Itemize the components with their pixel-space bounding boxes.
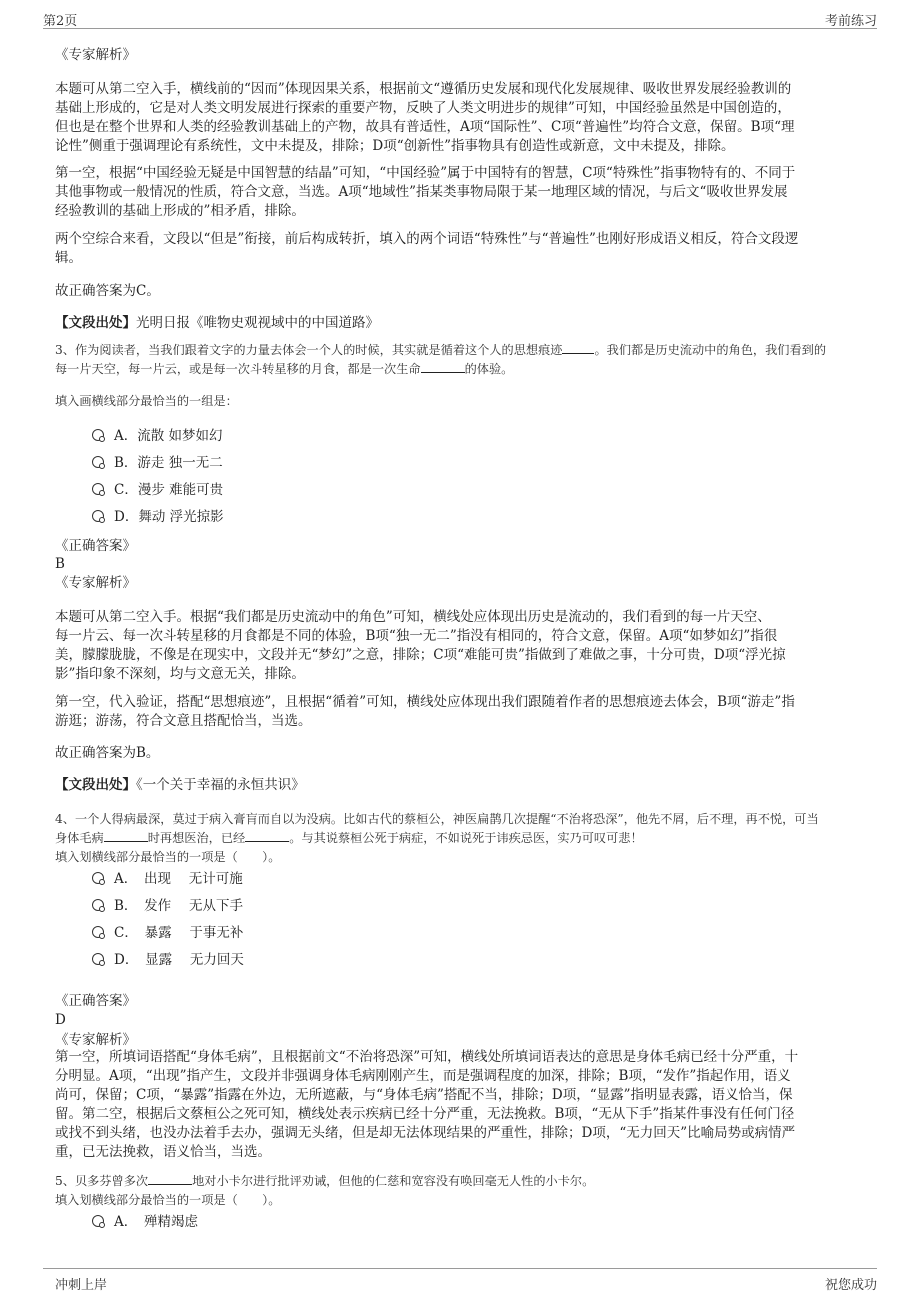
q4-option-d[interactable]: D． 显露 无力回天 <box>92 951 244 970</box>
radio-icon[interactable] <box>92 510 104 522</box>
radio-icon[interactable] <box>92 899 104 911</box>
q2-analysis-label: 《专家解析》 <box>55 47 136 63</box>
q3-conclusion: 故正确答案为B。 <box>55 745 160 761</box>
q5-option-a[interactable]: A． 殚精竭虑 <box>92 1213 198 1232</box>
q2-analysis-p1: 本题可从第二空入手，横线前的“因而”体现因果关系，根据前文“遵循历史发展和现代化发展规律、吸收世界发展经验教训的 基础上形成的，它是对人类文明发展进行探索的重要产物，反映了人类文明进步的规律”可知，中国经验虽然是中国创造的， 但也是在整个世界和人类的经验教训基础上的产物，故具有普适性，A项“国际性”、C项“普遍性”均符合文意，保留。B项“理 论性”侧重于强调理论有系统性，文中未提及，排除；D项“创新性”指事物具有创造性或新意，文中未提及，排除。 <box>55 81 795 154</box>
q4-option-c[interactable]: C． 暴露 于事无补 <box>92 924 243 943</box>
q4-option-a[interactable]: A． 出现 无计可施 <box>92 870 243 889</box>
blank-1 <box>104 829 148 842</box>
q3-option-d[interactable]: D．舞动 浮光掠影 <box>92 508 224 527</box>
blank-1 <box>148 1172 192 1185</box>
q3-prompt: 填入画横线部分最恰当的一组是： <box>55 394 238 408</box>
q3-answer: B <box>55 556 65 572</box>
page-header <box>43 8 877 29</box>
q2-source: 【文段出处】光明日报《唯物史观视域中的中国道路》 <box>55 315 379 331</box>
q3-source: 【文段出处】《一个关于幸福的永恒共识》 <box>55 777 305 793</box>
q5-prompt: 填入划横线部分最恰当的一项是（ ）。 <box>55 1193 281 1207</box>
radio-icon[interactable] <box>92 456 104 468</box>
radio-icon[interactable] <box>92 483 104 495</box>
q4-analysis-p1: 第一空，所填词语搭配“身体毛病”，且根据前文“不治将恐深”可知，横线处所填词语表达的意思是身体毛病已经十分严重，十 分明显。A项，“出现”指产生，文段并非强调身体毛病刚刚产生，而是强调程度的加深，排除；B项，“发作”指起作用，语义 尚可，保留；C项，“暴露”指露在外边，无所遮蔽，与“身体毛病”搭配不当，排除；D项，“显露”指明显表露，语义恰当，保 留。第二空，根据后文蔡桓公之死可知，横线处表示疾病已经十分严重，无法挽救。B项，“无从下手”指某件事没有任何门径 或找不到头绪，也没办法着手去办，强调无头绪，但是却无法体现结果的严重性，排除；D项，“无力回天”比喻局势或病情严 重，已无法挽救，语义恰当，当选。 <box>55 1049 799 1160</box>
footer-left: 冲刺上岸 <box>55 1278 108 1293</box>
q3-analysis-p2: 第一空，代入验证，搭配“思想痕迹”，且根据“循着”可知，横线处应体现出我们跟随着作者的思想痕迹去体会，B项“游走”指 游逛；游荡，符合文意且搭配恰当，当选。 <box>55 694 795 729</box>
q3-option-c[interactable]: C．漫步 难能可贵 <box>92 481 223 500</box>
blank-2 <box>421 360 465 373</box>
q2-analysis-p3: 两个空综合来看，文段以“但是”衔接，前后构成转折，填入的两个词语“特殊性”与“普遍性”也刚好形成语义相反，符合文段逻 辑。 <box>55 231 799 266</box>
blank-2 <box>245 829 289 842</box>
radio-icon[interactable] <box>92 872 104 884</box>
q3-analysis-p1: 本题可从第二空入手。根据“我们都是历史流动中的角色”可知，横线处应体现出历史是流动的，我们看到的每一片天空、 每一片云、每一次斗转星移的月食都是不同的体验，B项“独一无二”指没有相同的，符合文意，保留。A项“如梦如幻”指很 美，朦朦胧胧，不像是在现实中，文段并无“梦幻”之意，排除；C项“难能可贵”指做到了难做之事，十分可贵，D项“浮光掠 影”指印象不深刻，均与文意无关，排除。 <box>55 609 786 682</box>
q3-answer-label: 《正确答案》 <box>55 538 136 554</box>
q4-analysis-label: 《专家解析》 <box>55 1032 136 1048</box>
radio-icon[interactable] <box>92 953 104 965</box>
q4-prompt: 填入划横线部分最恰当的一项是（ ）。 <box>55 850 281 864</box>
page-number: 第2页 <box>43 14 78 29</box>
q3-analysis-label: 《专家解析》 <box>55 575 136 591</box>
q4-option-b[interactable]: B． 发作 无从下手 <box>92 897 243 916</box>
q3-option-a[interactable]: A．流散 如梦如幻 <box>92 427 223 446</box>
footer-right: 祝您成功 <box>824 1278 877 1293</box>
q2-conclusion: 故正确答案为C。 <box>55 283 160 299</box>
page-footer <box>43 1268 877 1291</box>
blank-1 <box>562 341 594 354</box>
header-title: 考前练习 <box>824 14 877 29</box>
q4-stem: 4、一个人得病最深，莫过于病入膏肓而自以为没病。比如古代的蔡桓公，神医扁鹊几次提醒“不治将恐深”，他先不屑，后不理，再不悦，可当 身体毛病 时再想医治，已经 。与其说蔡桓公死于病症，不如说死于讳疾忌医，实乃可叹可悲！ <box>55 812 819 845</box>
radio-icon[interactable] <box>92 1215 104 1227</box>
radio-icon[interactable] <box>92 429 104 441</box>
q3-stem: 3、作为阅读者，当我们跟着文字的力量去体会一个人的时候，其实就是循着这个人的思想痕迹 。我们都是历史流动中的角色，我们看到的 每一片天空，每一片云，或是每一次斗转星移的月食，都是一次生命 的体验。 <box>55 343 827 376</box>
q2-analysis-p2: 第一空，根据“中国经验无疑是中国智慧的结晶”可知，“中国经验”属于中国特有的智慧，C项“特殊性”指事物特有的、不同于 其他事物或一般情况的性质，符合文意，当选。A项“地域性”指某类事物局限于某一地理区域的情况，与后文“吸收世界发展 经验教训的基础上形成的”相矛盾，排除。 <box>55 165 796 219</box>
q4-answer-label: 《正确答案》 <box>55 993 136 1009</box>
q3-option-b[interactable]: B．游走 独一无二 <box>92 454 223 473</box>
q4-answer: D <box>55 1012 66 1028</box>
radio-icon[interactable] <box>92 926 104 938</box>
q5-stem: 5、贝多芬曾多次 地对小卡尔进行批评劝诫，但他的仁慈和宽容没有唤回毫无人性的小卡尔。 <box>55 1174 595 1188</box>
